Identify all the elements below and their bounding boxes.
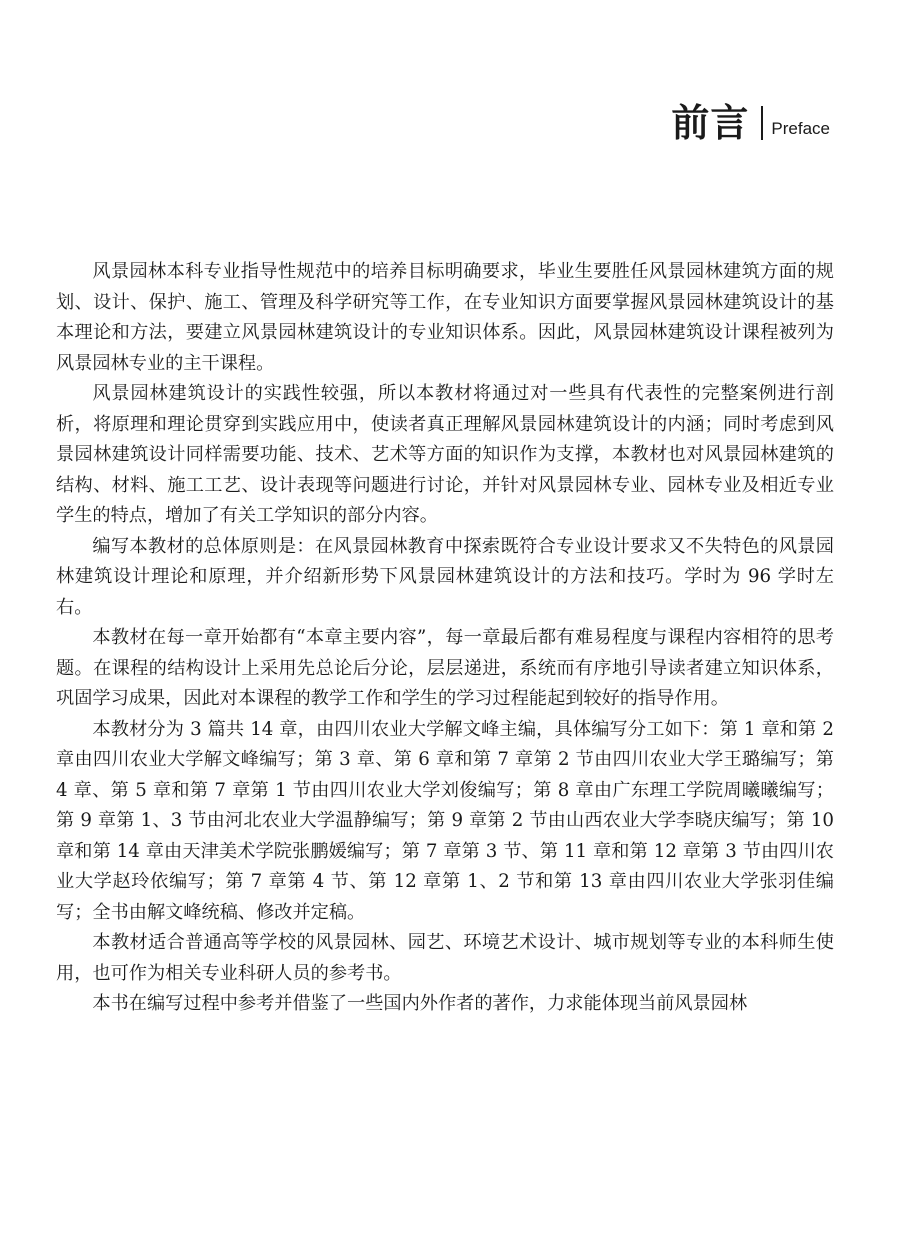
paragraph-6: 本教材适合普通高等学校的风景园林、园艺、环境艺术设计、城市规划等专业的本科师生使用，也可作为相关专业科研人员的参考书。 [56,932,834,984]
page-title: 前言 [671,101,750,145]
paragraph-1: 风景园林本科专业指导性规范中的培养目标明确要求，毕业生要胜任风景园林建筑方面的规划、设计、保护、施工、管理及科学研究等工作，在专业知识方面要掌握风景园林建筑设计的基本理论和方法，要建立风景园林建筑设计的专业知识体系。因此，风景园林建筑设计课程被列为风景园林专业的主干课程。 [56,261,834,374]
page-header [671,98,830,148]
title-divider [761,106,763,140]
page-title-english: Preface [771,119,830,138]
paragraph-2: 风景园林建筑设计的实践性较强，所以本教材将通过对一些具有代表性的完整案例进行剖析，将原理和理论贯穿到实践应用中，使读者真正理解风景园林建筑设计的内涵；同时考虑到风景园林建筑设计同样需要功能、技术、艺术等方面的知识作为支撑，本教材也对风景园林建筑的结构、材料、施工工艺、设计表现等问题进行讨论，并针对风景园林专业、园林专业及相近专业学生的特点，增加了有关工学知识的部分内容。 [56,383,834,526]
paragraph-3: 编写本教材的总体原则是：在风景园林教育中探索既符合专业设计要求又不失特色的风景园林建筑设计理论和原理，并介绍新形势下风景园林建筑设计的方法和技巧。学时为 96 学时左右。 [56,535,834,618]
preface-body [56,257,834,1020]
paragraph-7: 本书在编写过程中参考并借鉴了一些国内外作者的著作，力求能体现当前风景园林 [92,993,748,1014]
paragraph-4: 本教材在每一章开始都有“本章主要内容”，每一章最后都有难易程度与课程内容相符的思考题。在课程的结构设计上采用先总论后分论，层层递进，系统而有序地引导读者建立知识体系，巩固学习成果，因此对本课程的教学工作和学生的学习过程能起到较好的指导作用。 [56,627,834,709]
paragraph-5: 本教材分为 3 篇共 14 章，由四川农业大学解文峰主编，具体编写分工如下：第 1 章和第 2 章由四川农业大学解文峰编写；第 3 章、第 6 章和第 7 章第 2 节由四川农业大学王璐编写；第 4 章、第 5 章和第 7 章第 1 节由四川农业大学刘俊编写；第 8 章由广东理工学院周曦曦编写；第 9 章第 1、3 节由河北农业大学温静编写；第 9 章第 2 节由山西农业大学李晓庆编写；第 10 章和第 14 章由天津美术学院张鹏媛编写；第 7 章第 3 节、第 11 章和第 12 章第 3 节由四川农业大学赵玲依编写；第 7 章第 4 节、第 12 章第 1、2 节和第 13 章由四川农业大学张羽佳编写；全书由解文峰统稿、修改并定稿。 [56,718,834,923]
